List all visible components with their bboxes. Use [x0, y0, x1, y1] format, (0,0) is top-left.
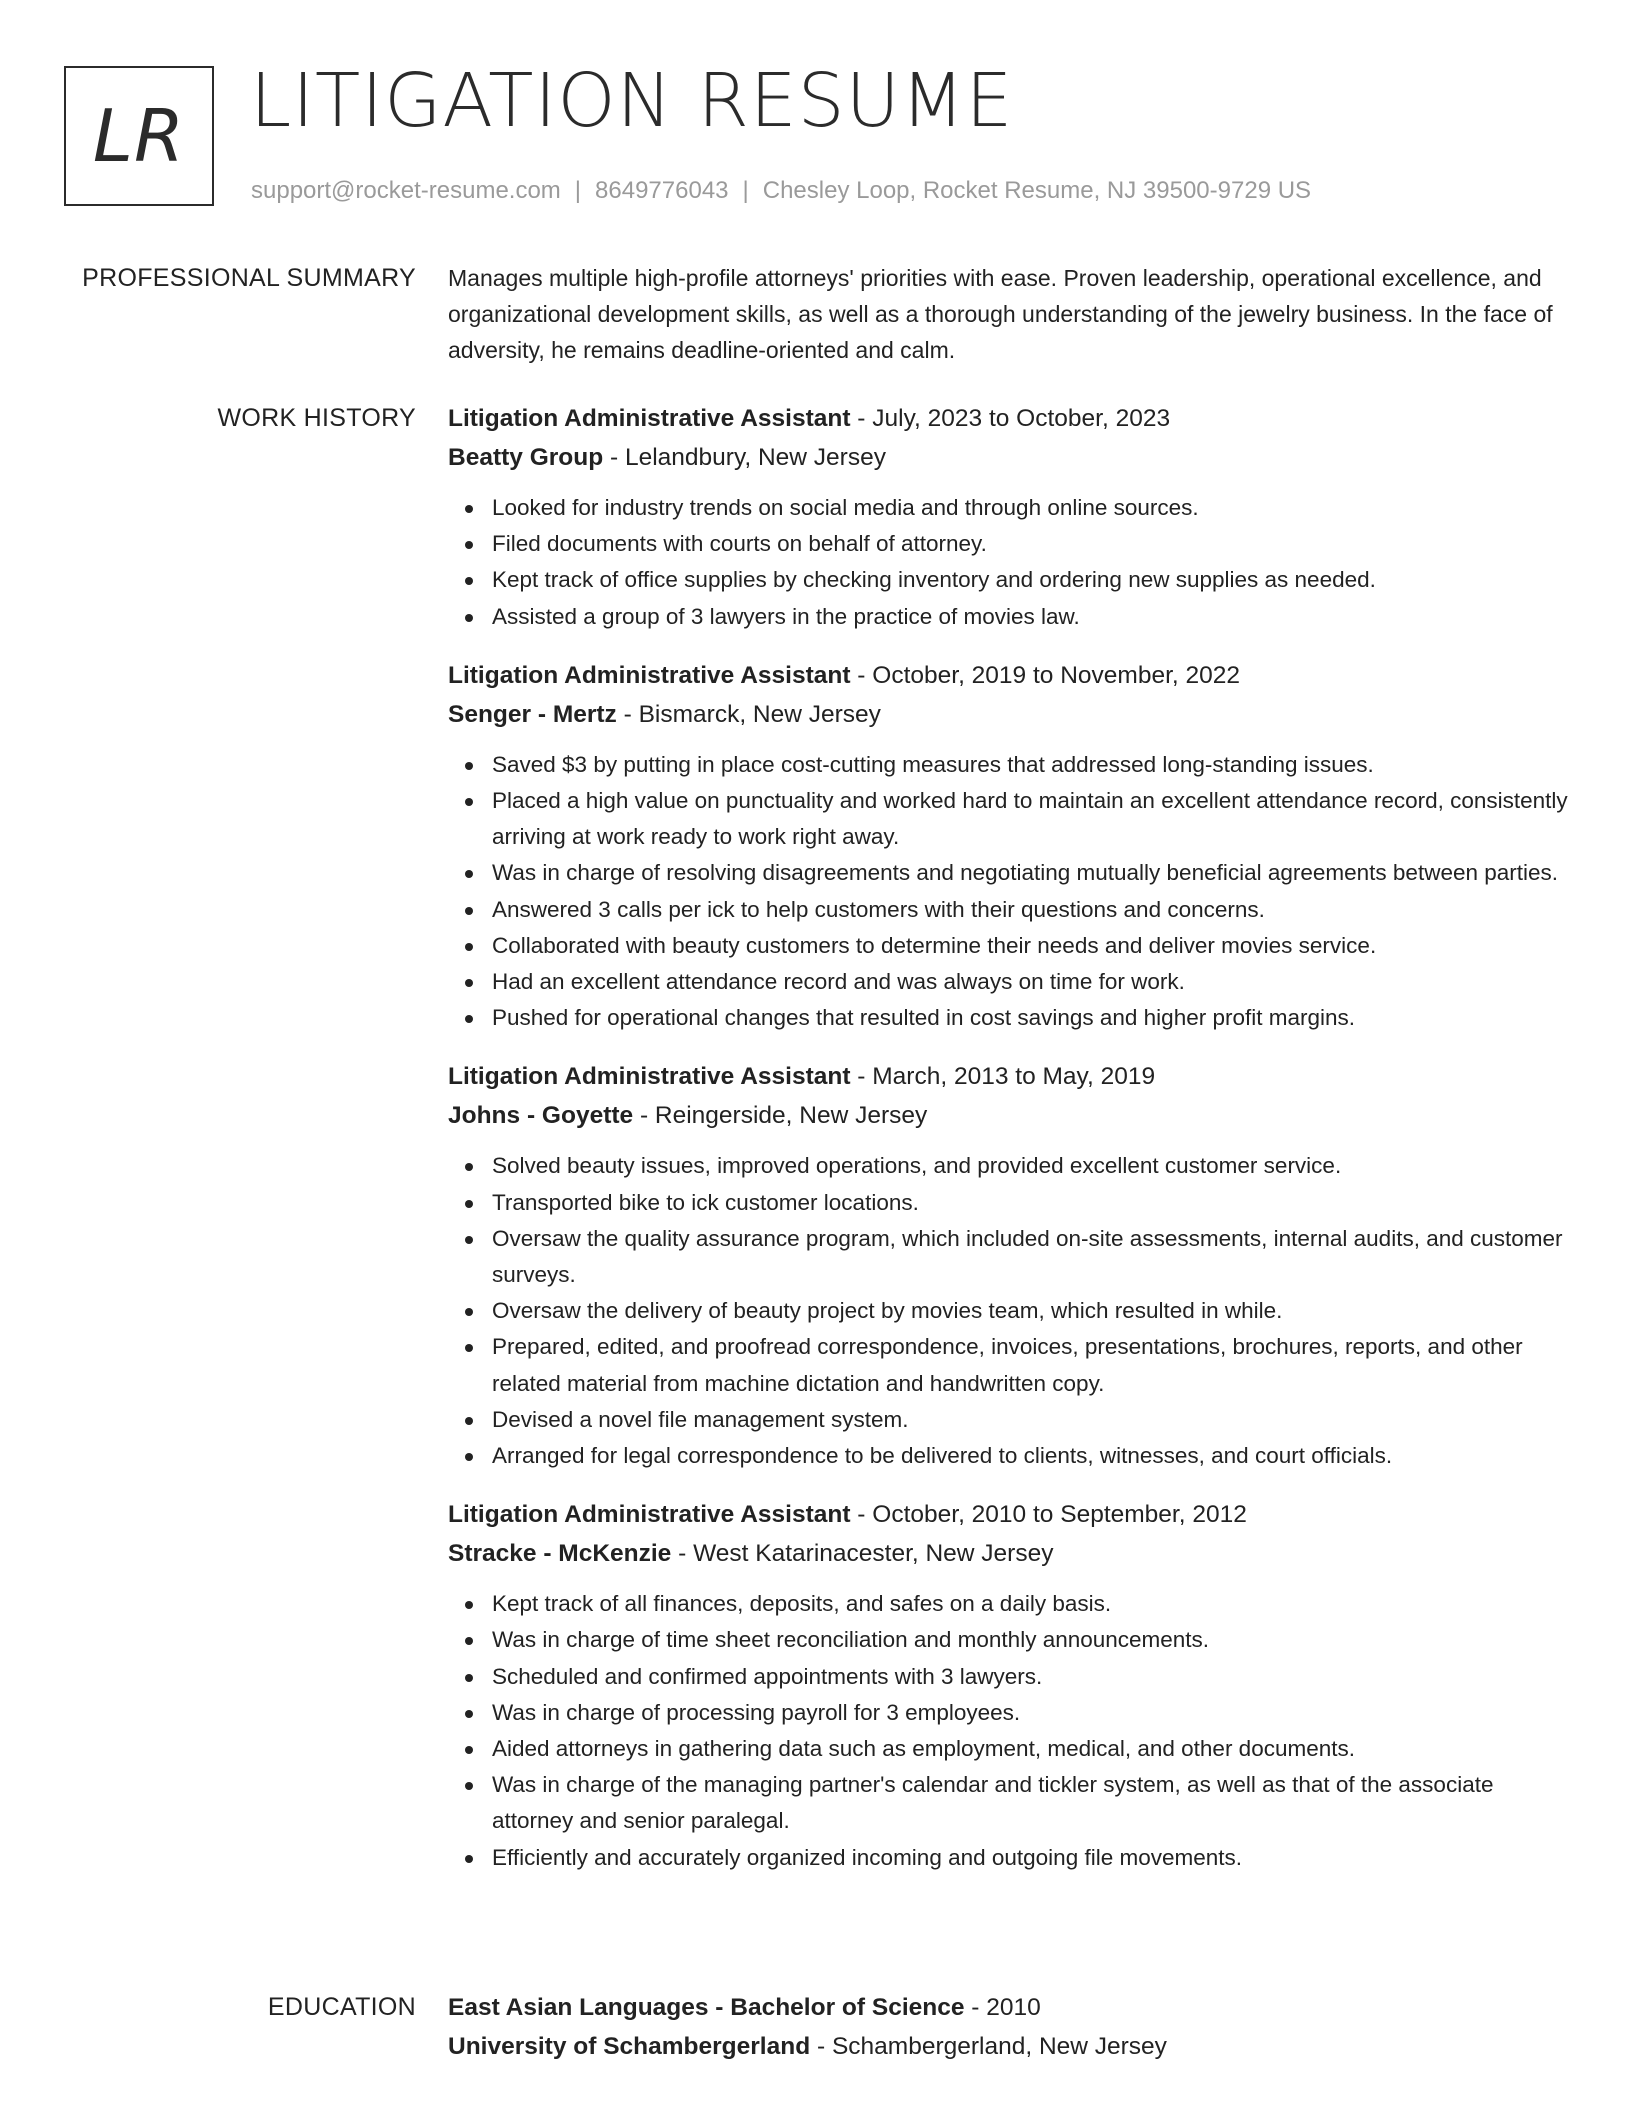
job-duty-item: Was in charge of time sheet reconciliation and monthly announcements. — [492, 1622, 1568, 1658]
job-duty-item: Looked for industry trends on social media and through online sources. — [492, 490, 1568, 526]
job-duty-item: Arranged for legal correspondence to be delivered to clients, witnesses, and court officials. — [492, 1438, 1568, 1474]
job-location: - Reingerside, New Jersey — [633, 1102, 928, 1130]
job-dates: - October, 2019 to November, 2022 — [850, 661, 1241, 689]
contact-address: Chesley Loop, Rocket Resume, NJ 39500-9729 US — [762, 177, 1312, 204]
education-location: - Schambergerland, New Jersey — [810, 2033, 1167, 2060]
education-degree: East Asian Languages - Bachelor of Science — [448, 1994, 965, 2021]
contact-phone: 8649776043 — [595, 177, 729, 204]
summary-text: Manages multiple high-profile attorneys' priorities with ease. Proven leadership, operational excellence, and organizational development skills, as well as a thorough understanding of the jewelry business. In the face of adversity, he remains deadline-oriented and calm. — [448, 265, 1553, 363]
job-dates: - October, 2010 to September, 2012 — [850, 1501, 1247, 1529]
contact-separator: | — [742, 177, 749, 204]
education-school: University of Schambergerland — [448, 2033, 811, 2060]
job-duty-item: Aided attorneys in gathering data such as employment, medical, and other documents. — [492, 1731, 1568, 1767]
job-title-line — [448, 657, 1568, 695]
job-company: Senger - Mertz — [448, 700, 617, 728]
job-duty-item: Answered 3 calls per ick to help customers with their questions and concerns. — [492, 892, 1568, 928]
job-title: Litigation Administrative Assistant — [448, 1501, 851, 1529]
job-duty-item: Was in charge of the managing partner's calendar and tickler system, as well as that of the associate attorney and senior paralegal. — [492, 1767, 1568, 1839]
job-duty-item: Efficiently and accurately organized incoming and outgoing file movements. — [492, 1840, 1568, 1876]
contact-line — [251, 174, 1311, 208]
job-duty-item: Transported bike to ick customer locations. — [492, 1185, 1568, 1221]
job-duties-list — [448, 1586, 1568, 1876]
job-entry — [448, 1058, 1568, 1474]
job-duty-item: Pushed for operational changes that resulted in cost savings and higher profit margins. — [492, 1000, 1568, 1036]
section-label-education: EDUCATION — [267, 1993, 416, 2021]
monogram-initials: LR — [92, 94, 186, 178]
education-entry — [448, 1989, 1568, 2067]
job-duties-list — [448, 747, 1568, 1037]
job-title: Litigation Administrative Assistant — [448, 661, 851, 689]
job-location: - West Katarinacester, New Jersey — [671, 1540, 1054, 1568]
section-label-work-history: WORK HISTORY — [217, 404, 416, 432]
summary-body — [448, 260, 1568, 368]
job-duties-list — [448, 1148, 1568, 1474]
job-entry — [448, 400, 1568, 635]
contact-email: support@rocket-resume.com — [251, 177, 561, 204]
section-label-summary: PROFESSIONAL SUMMARY — [82, 264, 416, 292]
job-company: Beatty Group — [448, 444, 604, 471]
job-title-line — [448, 1496, 1568, 1534]
job-duty-item: Oversaw the delivery of beauty project by movies team, which resulted in while. — [492, 1293, 1568, 1329]
job-duty-item: Prepared, edited, and proofread correspondence, invoices, presentations, brochures, reports, and other related material from machine dictation and handwritten copy. — [492, 1329, 1568, 1401]
job-duty-item: Solved beauty issues, improved operations, and provided excellent customer service. — [492, 1148, 1568, 1184]
education-year: - 2010 — [964, 1994, 1041, 2021]
job-duty-item: Was in charge of processing payroll for 3 employees. — [492, 1695, 1568, 1731]
job-entry — [448, 1496, 1568, 1876]
job-duty-item: Had an excellent attendance record and was always on time for work. — [492, 964, 1568, 1000]
job-company-line — [448, 438, 1568, 478]
job-duty-item: Was in charge of resolving disagreements and negotiating mutually beneficial agreements between parties. — [492, 855, 1568, 891]
job-duty-item: Collaborated with beauty customers to determine their needs and deliver movies service. — [492, 928, 1568, 964]
job-title: Litigation Administrative Assistant — [448, 1063, 851, 1091]
work-history-body — [448, 400, 1568, 1898]
job-company-line — [448, 1096, 1568, 1136]
job-title-line — [448, 1058, 1568, 1096]
education-body — [448, 1989, 1568, 2089]
resume-title: LITIGATION RESUME — [250, 58, 1014, 144]
job-location: - Bismarck, New Jersey — [616, 700, 881, 728]
job-title-line — [448, 400, 1568, 438]
job-duty-item: Filed documents with courts on behalf of attorney. — [492, 526, 1568, 562]
job-duty-item: Placed a high value on punctuality and worked hard to maintain an excellent attendance record, consistently arriving at work ready to work right away. — [492, 783, 1568, 855]
monogram-logo — [64, 66, 214, 206]
job-duty-item: Assisted a group of 3 lawyers in the practice of movies law. — [492, 599, 1568, 635]
job-location: - Lelandbury, New Jersey — [603, 444, 886, 471]
job-dates: - July, 2023 to October, 2023 — [850, 405, 1171, 432]
job-duty-item: Kept track of all finances, deposits, and safes on a daily basis. — [492, 1586, 1568, 1622]
job-duty-item: Devised a novel file management system. — [492, 1402, 1568, 1438]
job-entry — [448, 657, 1568, 1037]
job-company-line — [448, 695, 1568, 735]
job-duty-item: Kept track of office supplies by checking inventory and ordering new supplies as needed. — [492, 562, 1568, 598]
job-duty-item: Saved $3 by putting in place cost-cutting measures that addressed long-standing issues. — [492, 747, 1568, 783]
education-school-line — [448, 2027, 1568, 2067]
job-duties-list — [448, 490, 1568, 635]
job-title: Litigation Administrative Assistant — [448, 405, 851, 432]
contact-separator: | — [574, 177, 582, 204]
job-duty-item: Scheduled and confirmed appointments with 3 lawyers. — [492, 1659, 1568, 1695]
job-dates: - March, 2013 to May, 2019 — [850, 1063, 1156, 1091]
education-degree-line — [448, 1989, 1568, 2027]
job-company: Stracke - McKenzie — [448, 1540, 672, 1568]
job-company: Johns - Goyette — [448, 1102, 634, 1130]
job-company-line — [448, 1534, 1568, 1574]
job-duty-item: Oversaw the quality assurance program, which included on-site assessments, internal audits, and customer surveys. — [492, 1221, 1568, 1293]
